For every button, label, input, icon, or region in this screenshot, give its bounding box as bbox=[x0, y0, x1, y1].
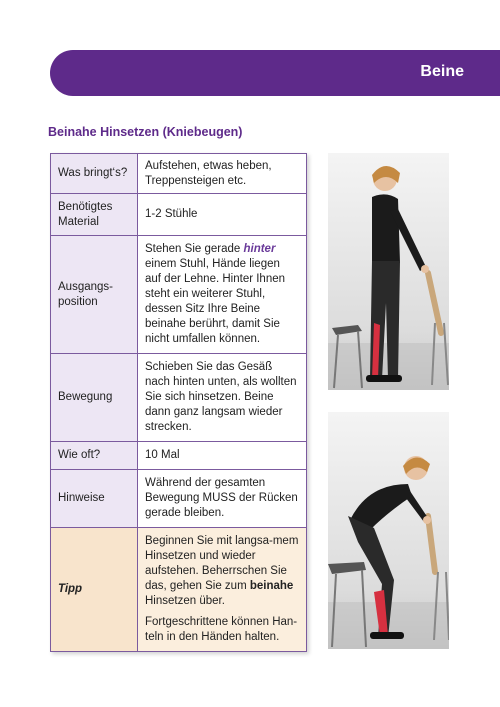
row-label: Bewegung bbox=[51, 354, 138, 442]
emphasis-hinter: hinter bbox=[243, 243, 276, 255]
row-label: Hinweise bbox=[51, 470, 138, 528]
row-value: Stehen Sie gerade hinter einem Stuhl, Hände liegen auf der Lehne. Hinter Ihnen steht ein weiterer Stuhl, dessen Sitz Ihre Beine beinahe berührt, damit Sie nicht umfallen können. bbox=[138, 236, 307, 354]
table-row bbox=[51, 194, 307, 236]
tip-label: Tipp bbox=[51, 528, 138, 652]
row-value: Während der gesamten Bewegung MUSS der Rücken gerade bleiben. bbox=[138, 470, 307, 528]
header-bar bbox=[50, 50, 500, 96]
photo-standing-position bbox=[328, 153, 449, 390]
tip-row bbox=[51, 528, 307, 652]
section-title: Beinahe Hinsetzen (Kniebeugen) bbox=[48, 125, 243, 139]
row-label: Was bringt‘s? bbox=[51, 154, 138, 194]
table-row bbox=[51, 354, 307, 442]
tip-paragraph: Beginnen Sie mit langsa-mem Hinsetzen und wieder aufstehen. Beherrschen Sie das, gehen Sie zum beinahe Hinsetzen über. bbox=[145, 535, 299, 607]
table-row bbox=[51, 442, 307, 470]
page-title: Beine bbox=[420, 63, 464, 80]
table-row bbox=[51, 236, 307, 354]
table-row bbox=[51, 470, 307, 528]
photo-squat-movement bbox=[328, 412, 449, 649]
row-value: 1-2 Stühle bbox=[138, 194, 307, 236]
row-label: Wie oft? bbox=[51, 442, 138, 470]
table-row bbox=[51, 154, 307, 194]
standing-figure-illustration bbox=[328, 153, 449, 390]
exercise-table bbox=[50, 153, 307, 652]
row-value: Aufstehen, etwas heben, Treppensteigen etc. bbox=[138, 154, 307, 194]
emphasis-beinahe: beinahe bbox=[249, 580, 294, 592]
row-label: Ausgangs-position bbox=[51, 236, 138, 354]
row-value: Schieben Sie das Gesäß nach hinten unten, als wollten Sie sich hinsetzen. Beine dann ganz langsam wieder strecken. bbox=[138, 354, 307, 442]
tip-paragraph: Fortgeschrittene können Han-teln in den Händen halten. bbox=[145, 616, 298, 643]
row-label: Benötigtes Material bbox=[51, 194, 138, 236]
row-value: 10 Mal bbox=[138, 442, 307, 470]
tip-value bbox=[138, 528, 307, 652]
squat-figure-illustration bbox=[328, 412, 449, 649]
